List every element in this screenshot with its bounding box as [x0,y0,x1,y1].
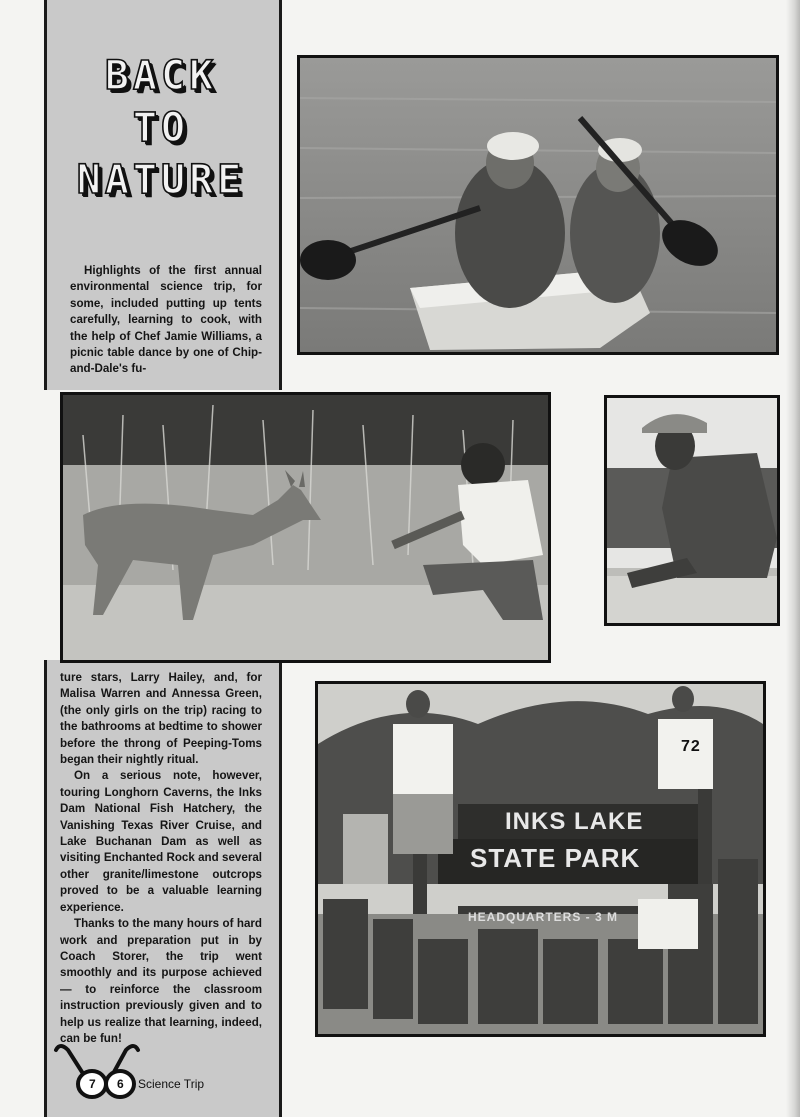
page-number-right: 6 [117,1077,124,1091]
deer-photo [60,392,551,663]
sign-line-1: INKS LAKE [505,808,644,835]
body-paragraph-2: On a serious note, however, touring Longhorn Caverns, the Inks Dam National Fish Hatchery, the Vanishing Texas River Cruise, and Lake Buchanan Dam as well as visiting Enchanted Rock and several other granite/limestone outcrops proved to be a valuable learning experience. [60,769,262,914]
section-label: Science Trip [138,1077,205,1091]
body-paragraph-3: Thanks to the many hours of hard work and preparation put in by Coach Storer, the trip went smoothly and its purpose achieved — to reinforce the classroom instruction previously given and to help us realize that learning, indeed, can be fun! [60,917,262,1045]
title-line-2: TO [132,105,190,151]
sign-line-3: HEADQUARTERS - 3 M [468,910,619,924]
sign-line-2: STATE PARK [470,843,641,873]
canoe-photo [297,55,779,355]
title-line-3: NATURE [76,157,246,203]
title-line-1: BACK [104,53,218,99]
glasses-icon [52,1042,142,1102]
page-edge [786,0,800,1117]
jersey-number: 72 [681,738,701,755]
boy-at-rail-photo [604,395,780,626]
intro-text [70,263,262,378]
intro-paragraph: Highlights of the first annual environmental science trip, for some, included putting up tents carefully, learning to cook, with the help of Chef Jamie Williams, a picnic table dance by one of Chip-and-Dale's fu- [70,264,262,376]
body-text [60,670,262,1047]
body-paragraph-1: ture stars, Larry Hailey, and, for Malisa Warren and Annessa Green, (the only girls on the trip) racing to the bathrooms at bedtime to shower before the throng of Peeping-Toms began their nightly ritual. [60,671,262,767]
page-title [50,50,272,206]
footer [52,1042,272,1102]
page-number-left: 7 [89,1077,96,1091]
